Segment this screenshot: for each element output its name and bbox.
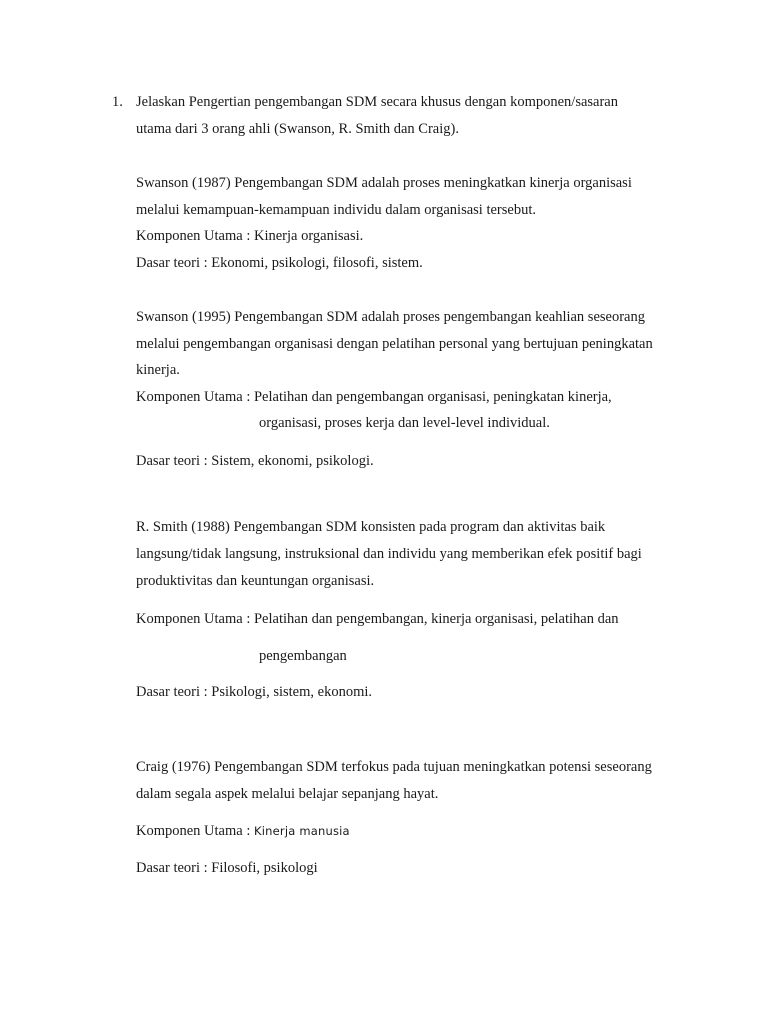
- question-line-1: Jelaskan Pengertian pengembangan SDM secara khusus dengan komponen/sasaran: [136, 94, 618, 110]
- question-line-2: utama dari 3 orang ahli (Swanson, R. Smith dan Craig).: [136, 121, 459, 137]
- swanson1995-dasar: Dasar teori : Sistem, ekonomi, psikologi.: [136, 453, 374, 469]
- swanson1995-def-line-1: Swanson (1995) Pengembangan SDM adalah proses pengembangan keahlian seseorang: [136, 309, 645, 325]
- craig1976-komponen-value: Kinerja manusia: [254, 824, 350, 838]
- question-number: 1.: [112, 94, 123, 110]
- craig1976-komponen-label: Komponen Utama :: [136, 823, 254, 839]
- smith1988-komponen-cont: pengembangan: [259, 648, 347, 664]
- swanson1995-komponen-cont: organisasi, proses kerja dan level-level individual.: [259, 415, 550, 431]
- swanson1995-komponen: Komponen Utama : Pelatihan dan pengembangan organisasi, peningkatan kinerja,: [136, 389, 612, 405]
- craig1976-def-line-2: dalam segala aspek melalui belajar sepanjang hayat.: [136, 786, 439, 802]
- swanson1995-def-line-2: melalui pengembangan organisasi dengan pelatihan personal yang bertujuan peningkatan: [136, 336, 653, 352]
- craig1976-komponen: [136, 822, 350, 840]
- swanson1987-komponen: Komponen Utama : Kinerja organisasi.: [136, 228, 364, 244]
- craig1976-def-line-1: Craig (1976) Pengembangan SDM terfokus pada tujuan meningkatkan potensi seseorang: [136, 759, 652, 775]
- smith1988-def-line-3: produktivitas dan keuntungan organisasi.: [136, 573, 375, 589]
- smith1988-dasar: Dasar teori : Psikologi, sistem, ekonomi.: [136, 684, 373, 700]
- smith1988-def-line-1: R. Smith (1988) Pengembangan SDM konsisten pada program dan aktivitas baik: [136, 519, 606, 535]
- swanson1995-def-line-3: kinerja.: [136, 362, 180, 378]
- swanson1987-def-line-2: melalui kemampuan-kemampuan individu dalam organisasi tersebut.: [136, 202, 536, 218]
- smith1988-komponen: Komponen Utama : Pelatihan dan pengembangan, kinerja organisasi, pelatihan dan: [136, 611, 619, 627]
- smith1988-def-line-2: langsung/tidak langsung, instruksional dan individu yang memberikan efek positif bagi: [136, 546, 642, 562]
- craig1976-dasar: Dasar teori : Filosofi, psikologi: [136, 860, 318, 876]
- swanson1987-dasar: Dasar teori : Ekonomi, psikologi, filosofi, sistem.: [136, 255, 423, 271]
- swanson1987-def-line-1: Swanson (1987) Pengembangan SDM adalah proses meningkatkan kinerja organisasi: [136, 175, 632, 191]
